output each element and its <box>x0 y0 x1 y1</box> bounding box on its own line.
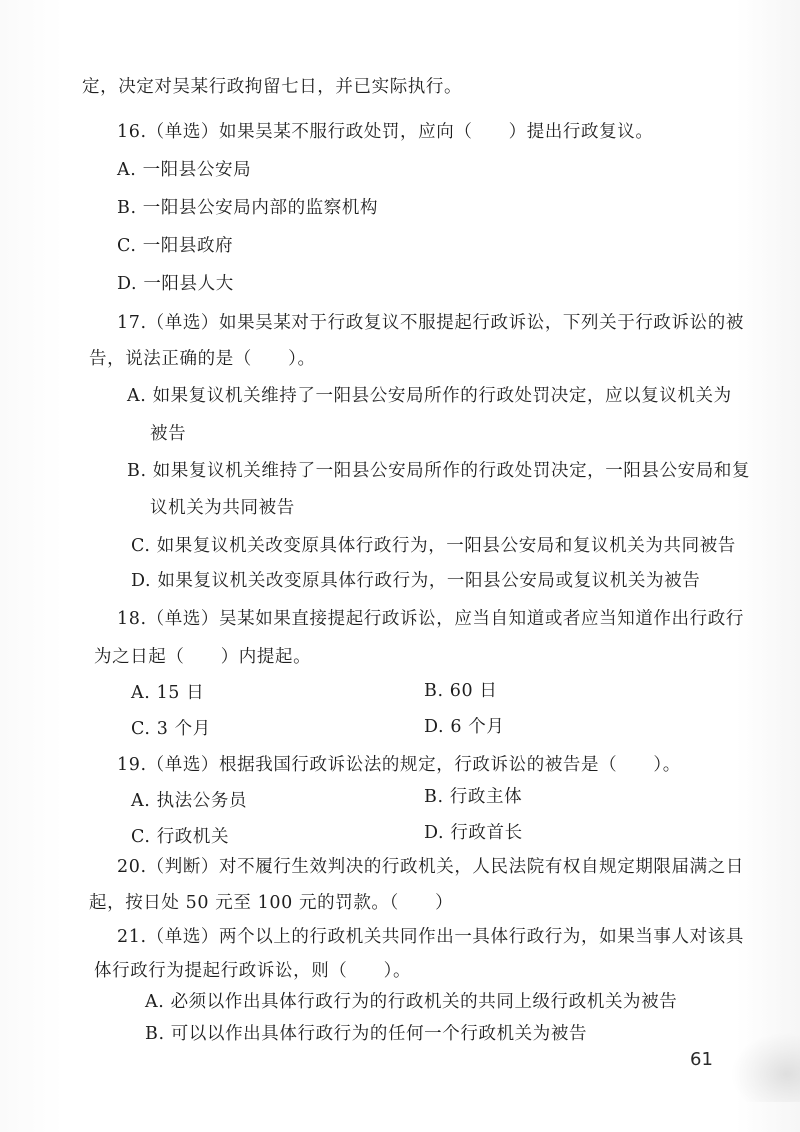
page-number: 61 <box>690 1049 713 1070</box>
question-18-option-d: D. 6 个月 <box>424 717 505 737</box>
question-20-stem-line2: 起，按日处 50 元至 100 元的罚款。（ ） <box>89 893 454 913</box>
question-16-option-b: B. 一阳县公安局内部的监察机构 <box>117 198 379 218</box>
question-19-option-a: A. 执法公务员 <box>131 791 248 811</box>
question-21-stem-line1: 21.（单选）两个以上的行政机关共同作出一具体行政行为，如果当事人对该具 <box>117 927 744 947</box>
question-20-stem-line1: 20.（判断）对不履行生效判决的行政机关，人民法院有权自规定期限届满之日 <box>117 857 744 877</box>
question-18-stem-line1: 18.（单选）吴某如果直接提起行政诉讼，应当自知道或者应当知道作出行政行 <box>117 609 744 629</box>
question-18-option-b: B. 60 日 <box>424 681 498 701</box>
question-17-option-a-line2: 被告 <box>150 424 187 444</box>
question-16-option-a: A. 一阳县公安局 <box>117 160 252 180</box>
question-17-option-b-line2: 议机关为共同被告 <box>150 498 295 518</box>
question-21-option-a: A. 必须以作出具体行政行为的行政机关的共同上级行政机关为被告 <box>145 992 678 1012</box>
question-17-stem-line2: 告，说法正确的是（ ）。 <box>89 349 316 369</box>
question-21-option-b: B. 可以以作出具体行政行为的任何一个行政机关为被告 <box>145 1024 588 1044</box>
question-17-option-c: C. 如果复议机关改变原具体行政行为，一阳县公安局和复议机关为共同被告 <box>131 536 736 556</box>
question-17-option-a-line1: A. 如果复议机关维持了一阳县公安局所作的行政处罚决定，应以复议机关为 <box>127 386 732 406</box>
intro-line: 定，决定对吴某行政拘留七日，并已实际执行。 <box>82 77 463 97</box>
question-18-option-c: C. 3 个月 <box>131 719 211 739</box>
question-18-option-a: A. 15 日 <box>131 683 205 703</box>
question-19-stem: 19.（单选）根据我国行政诉讼法的规定，行政诉讼的被告是（ ）。 <box>117 755 681 775</box>
question-16-stem: 16.（单选）如果吴某不服行政处罚，应向（ ）提出行政复议。 <box>117 122 654 142</box>
question-16-option-d: D. 一阳县人大 <box>117 274 234 294</box>
question-16-option-c: C. 一阳县政府 <box>117 236 234 256</box>
question-17-option-b-line1: B. 如果复议机关维持了一阳县公安局所作的行政处罚决定，一阳县公安局和复 <box>127 461 751 481</box>
question-19-option-d: D. 行政首长 <box>424 823 523 843</box>
scan-smudge <box>730 1032 800 1102</box>
question-17-stem-line1: 17.（单选）如果吴某对于行政复议不服提起行政诉讼，下列关于行政诉讼的被 <box>117 313 744 333</box>
question-21-stem-line2: 体行政行为提起行政诉讼，则（ ）。 <box>94 961 412 981</box>
question-19-option-c: C. 行政机关 <box>131 827 230 847</box>
question-19-option-b: B. 行政主体 <box>424 787 523 807</box>
question-18-stem-line2: 为之日起（ ）内提起。 <box>94 647 312 667</box>
question-17-option-d: D. 如果复议机关改变原具体行政行为，一阳县公安局或复议机关为被告 <box>131 571 701 591</box>
